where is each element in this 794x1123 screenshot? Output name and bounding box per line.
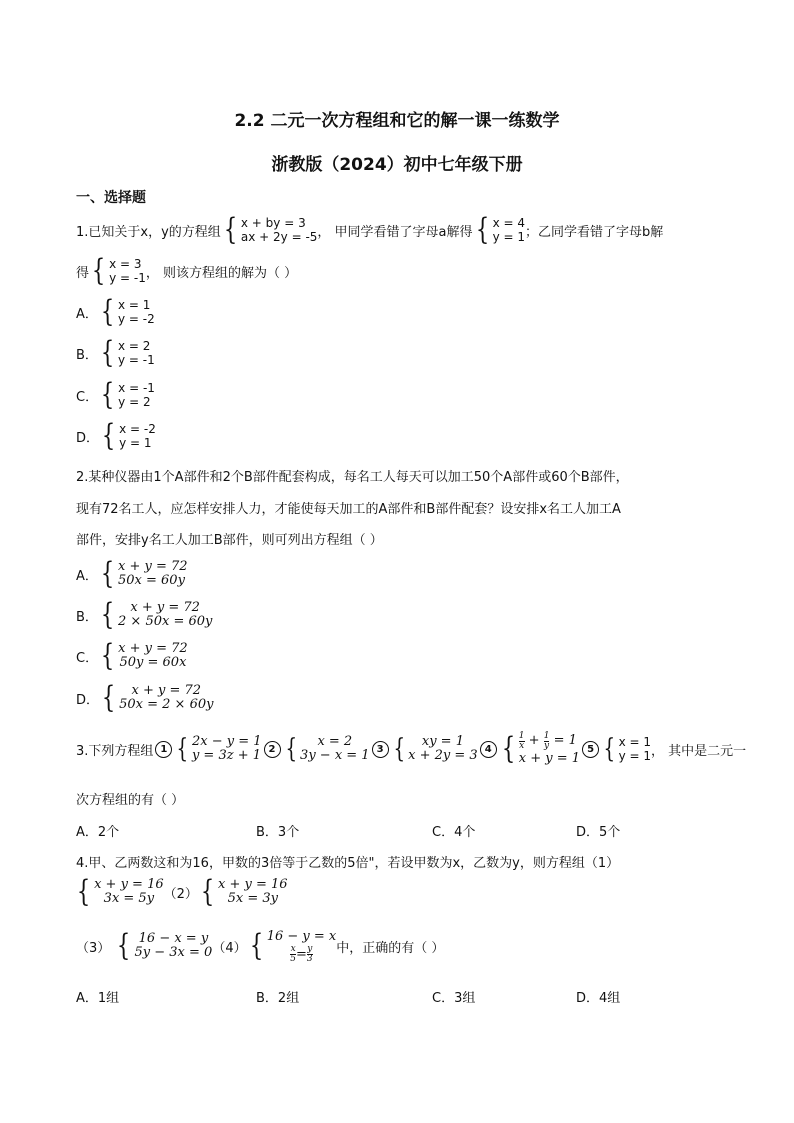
option-eq2: y = 1 (119, 436, 152, 450)
frac-eq-tail: = 1 (553, 733, 577, 748)
q2-line1: 2.某种仪器由1个A部件和2个B部件配套构成，每名工人每天可以加工50个A部件或60个B部件， (76, 470, 629, 485)
q1-text-d: 得 (76, 265, 90, 281)
q2-option-d[interactable]: D． { x + y = 72 50x = 2 × 60y (76, 680, 214, 715)
q4-s2-eq2: 5x = 3y (227, 891, 278, 906)
option-eq2: 50x = 60y (118, 573, 185, 588)
option-label: A． (76, 306, 98, 322)
q1-system: { x + by = 3 ax + 2y = -5 (223, 212, 318, 247)
q3-s4-eq2: x + y = 1 (518, 750, 581, 766)
q4-option-c[interactable]: C．3组 (432, 991, 476, 1006)
q1-sys1-eq1: x + by = 3 (240, 216, 306, 230)
q4-s2-eq1: x + y = 16 (218, 877, 288, 892)
q1-option-d[interactable]: D． { x = -2 y = 1 (76, 418, 156, 453)
q1-sys3-eq1: x = 3 (109, 257, 142, 271)
q3-text-b: ， 其中是二元一 (651, 743, 747, 759)
q3-option-c[interactable]: C．4个 (432, 825, 476, 840)
frac-eq: = (296, 947, 307, 962)
question-1-line2 (76, 253, 297, 289)
option-eq2: 50x = 2 × 60y (119, 697, 214, 712)
q3-s5-eq1: x = 1 (618, 735, 652, 749)
q1-sys2-eq2: y = 1 (492, 230, 526, 244)
q3-s2-eq2: 3y − x = 1 (300, 748, 370, 763)
q3-option-d[interactable]: D．5个 (576, 825, 621, 840)
q4-marker-2: （2） (163, 886, 198, 902)
q4-option-b[interactable]: B．2组 (256, 991, 300, 1006)
q4-s3-eq1: 16 − x = y (138, 931, 209, 946)
option-eq1: x + y = 72 (130, 600, 200, 615)
q4-option-d[interactable]: D．4组 (576, 991, 621, 1006)
option-label: D． (76, 692, 100, 708)
page-title: 2.2 二元一次方程组和它的解一课一练数学 (234, 111, 560, 131)
q3-line2: 次方程组的有（ ） (76, 793, 185, 808)
frac-num: x (290, 944, 296, 954)
circled-number-2: 2 (264, 741, 281, 758)
option-label: B． (76, 609, 98, 625)
option-eq1: x = -2 (119, 422, 156, 436)
q3-line1: 3.下列方程组 1 { 2x − y = 1 y = 3z + 1 2 { x = 2 3y − x = 1 3 { xy = 1 x + 2y = 3 4 { $\frac{1}{x}$ + $\frac{1}{y}$ = 1 x + y = 1 5 { x = 1 y = 1 ， 其中是二元一 (76, 730, 747, 766)
option-eq2: y = -2 (118, 312, 155, 326)
q4-marker-4: （4） (212, 940, 247, 956)
question-1-line1 (76, 212, 663, 248)
q1-solution-a: { x = 4 y = 1 (475, 212, 526, 247)
q3-option-b[interactable]: B．3个 (256, 825, 300, 840)
q3-s3-eq1: xy = 1 (421, 734, 464, 749)
option-label: C． (76, 650, 99, 666)
option-label: D． (76, 430, 100, 446)
option-eq2: 2 × 50x = 60y (118, 614, 213, 629)
q3-s3-eq2: x + 2y = 3 (408, 748, 478, 763)
frac-den: 5 (290, 954, 297, 964)
q4-s1-eq1: x + y = 16 (94, 877, 164, 892)
q4-line3: （3） { 16 − x = y 5y − 3x = 0 （4） { 16 − y = x $\frac{x}{5}$ = $\frac{y}{3}$ 中，正确的有（ ） (76, 928, 445, 964)
frac-den: x (519, 740, 525, 751)
q4-s4-eq2 (290, 945, 312, 964)
frac-den: 3 (306, 954, 313, 964)
q3-s5-eq2: y = 1 (618, 749, 652, 763)
q1-text-a: 1.已知关于x，y的方程组 (76, 224, 221, 240)
frac-num: 1 (518, 730, 525, 741)
q4-s1-eq2: 3x = 5y (103, 891, 155, 906)
q3-s1-eq2: y = 3z + 1 (191, 748, 262, 763)
q2-option-c[interactable]: C． { x + y = 72 50y = 60x (76, 638, 188, 673)
frac-num: y (307, 944, 313, 954)
q1-text-c: ；乙同学看错了字母b解 (525, 224, 664, 240)
option-eq1: x = 1 (118, 298, 151, 312)
option-eq1: x = 2 (118, 339, 151, 353)
option-label: C． (76, 389, 99, 405)
circled-number-5: 5 (582, 741, 599, 758)
q4-tail: 中，正确的有（ ） (336, 940, 445, 956)
q1-option-a[interactable]: A． { x = 1 y = -2 (76, 294, 155, 329)
option-label: A． (76, 568, 98, 584)
circled-number-3: 3 (372, 741, 389, 758)
q2-line3: 部件，安排y名工人加工B部件，则可列出方程组（ ） (76, 533, 383, 548)
q4-marker-3: （3） (76, 940, 111, 956)
q4-line1: 4.甲、乙两数这和为16，甲数的3倍等于乙数的5倍"，若设甲数为x，乙数为y，则方程组（1） (76, 856, 620, 871)
q3-option-a[interactable]: A．2个 (76, 825, 120, 840)
option-eq2: 50y = 60x (119, 655, 187, 670)
option-eq1: x + y = 72 (118, 559, 188, 574)
option-eq1: x + y = 72 (118, 641, 188, 656)
q1-sys2-eq1: x = 4 (492, 216, 526, 230)
frac-den: y (544, 740, 550, 751)
q3-s1-eq1: 2x − y = 1 (191, 734, 262, 749)
q2-option-a[interactable]: A． { x + y = 72 50x = 60y (76, 556, 188, 591)
q3-text-a: 3.下列方程组 (76, 743, 154, 759)
q1-sys3-eq2: y = -1 (109, 271, 146, 285)
q1-sys1-eq2: ax + 2y = -5 (240, 230, 318, 244)
option-eq2: y = 2 (118, 395, 151, 409)
q3-s2-eq1: x = 2 (317, 734, 353, 749)
q2-line2: 现有72名工人，应怎样安排人力，才能使每天加工的A部件和B部件配套？设安排x名工人加工A (76, 502, 621, 517)
q1-text-e: ， 则该方程组的解为（ ） (145, 265, 298, 281)
q4-s4-eq1: 16 − y = x (266, 929, 337, 944)
option-eq1: x + y = 72 (131, 683, 202, 698)
frac-num: 1 (543, 730, 550, 741)
q1-option-b[interactable]: B． { x = 2 y = -1 (76, 335, 155, 370)
page-subtitle: 浙教版（2024）初中七年级下册 (271, 155, 523, 175)
option-eq1: x = -1 (118, 381, 155, 395)
q3-s4-eq1: $\frac{1}{x}$ + $\frac{1}{y}$ = 1 (518, 730, 577, 751)
q2-option-b[interactable]: B． { x + y = 72 2 × 50x = 60y (76, 597, 213, 632)
q4-s3-eq2: 5y − 3x = 0 (134, 945, 213, 960)
option-eq2: y = -1 (118, 353, 155, 367)
option-label: B． (76, 347, 98, 363)
q1-text-b: ， 甲同学看错了字母a解得 (317, 224, 473, 240)
circled-number-4: 4 (480, 741, 497, 758)
q1-solution-b: { x = 3 y = -1 (91, 253, 146, 288)
circled-number-1: 1 (155, 741, 172, 758)
q4-line2: { x + y = 16 3x = 5y （2） { x + y = 16 5x = 3y (76, 874, 288, 909)
q1-option-c[interactable]: C． { x = -1 y = 2 (76, 377, 155, 412)
section-heading: 一、选择题 (76, 190, 146, 206)
q4-option-a[interactable]: A．1组 (76, 991, 120, 1006)
